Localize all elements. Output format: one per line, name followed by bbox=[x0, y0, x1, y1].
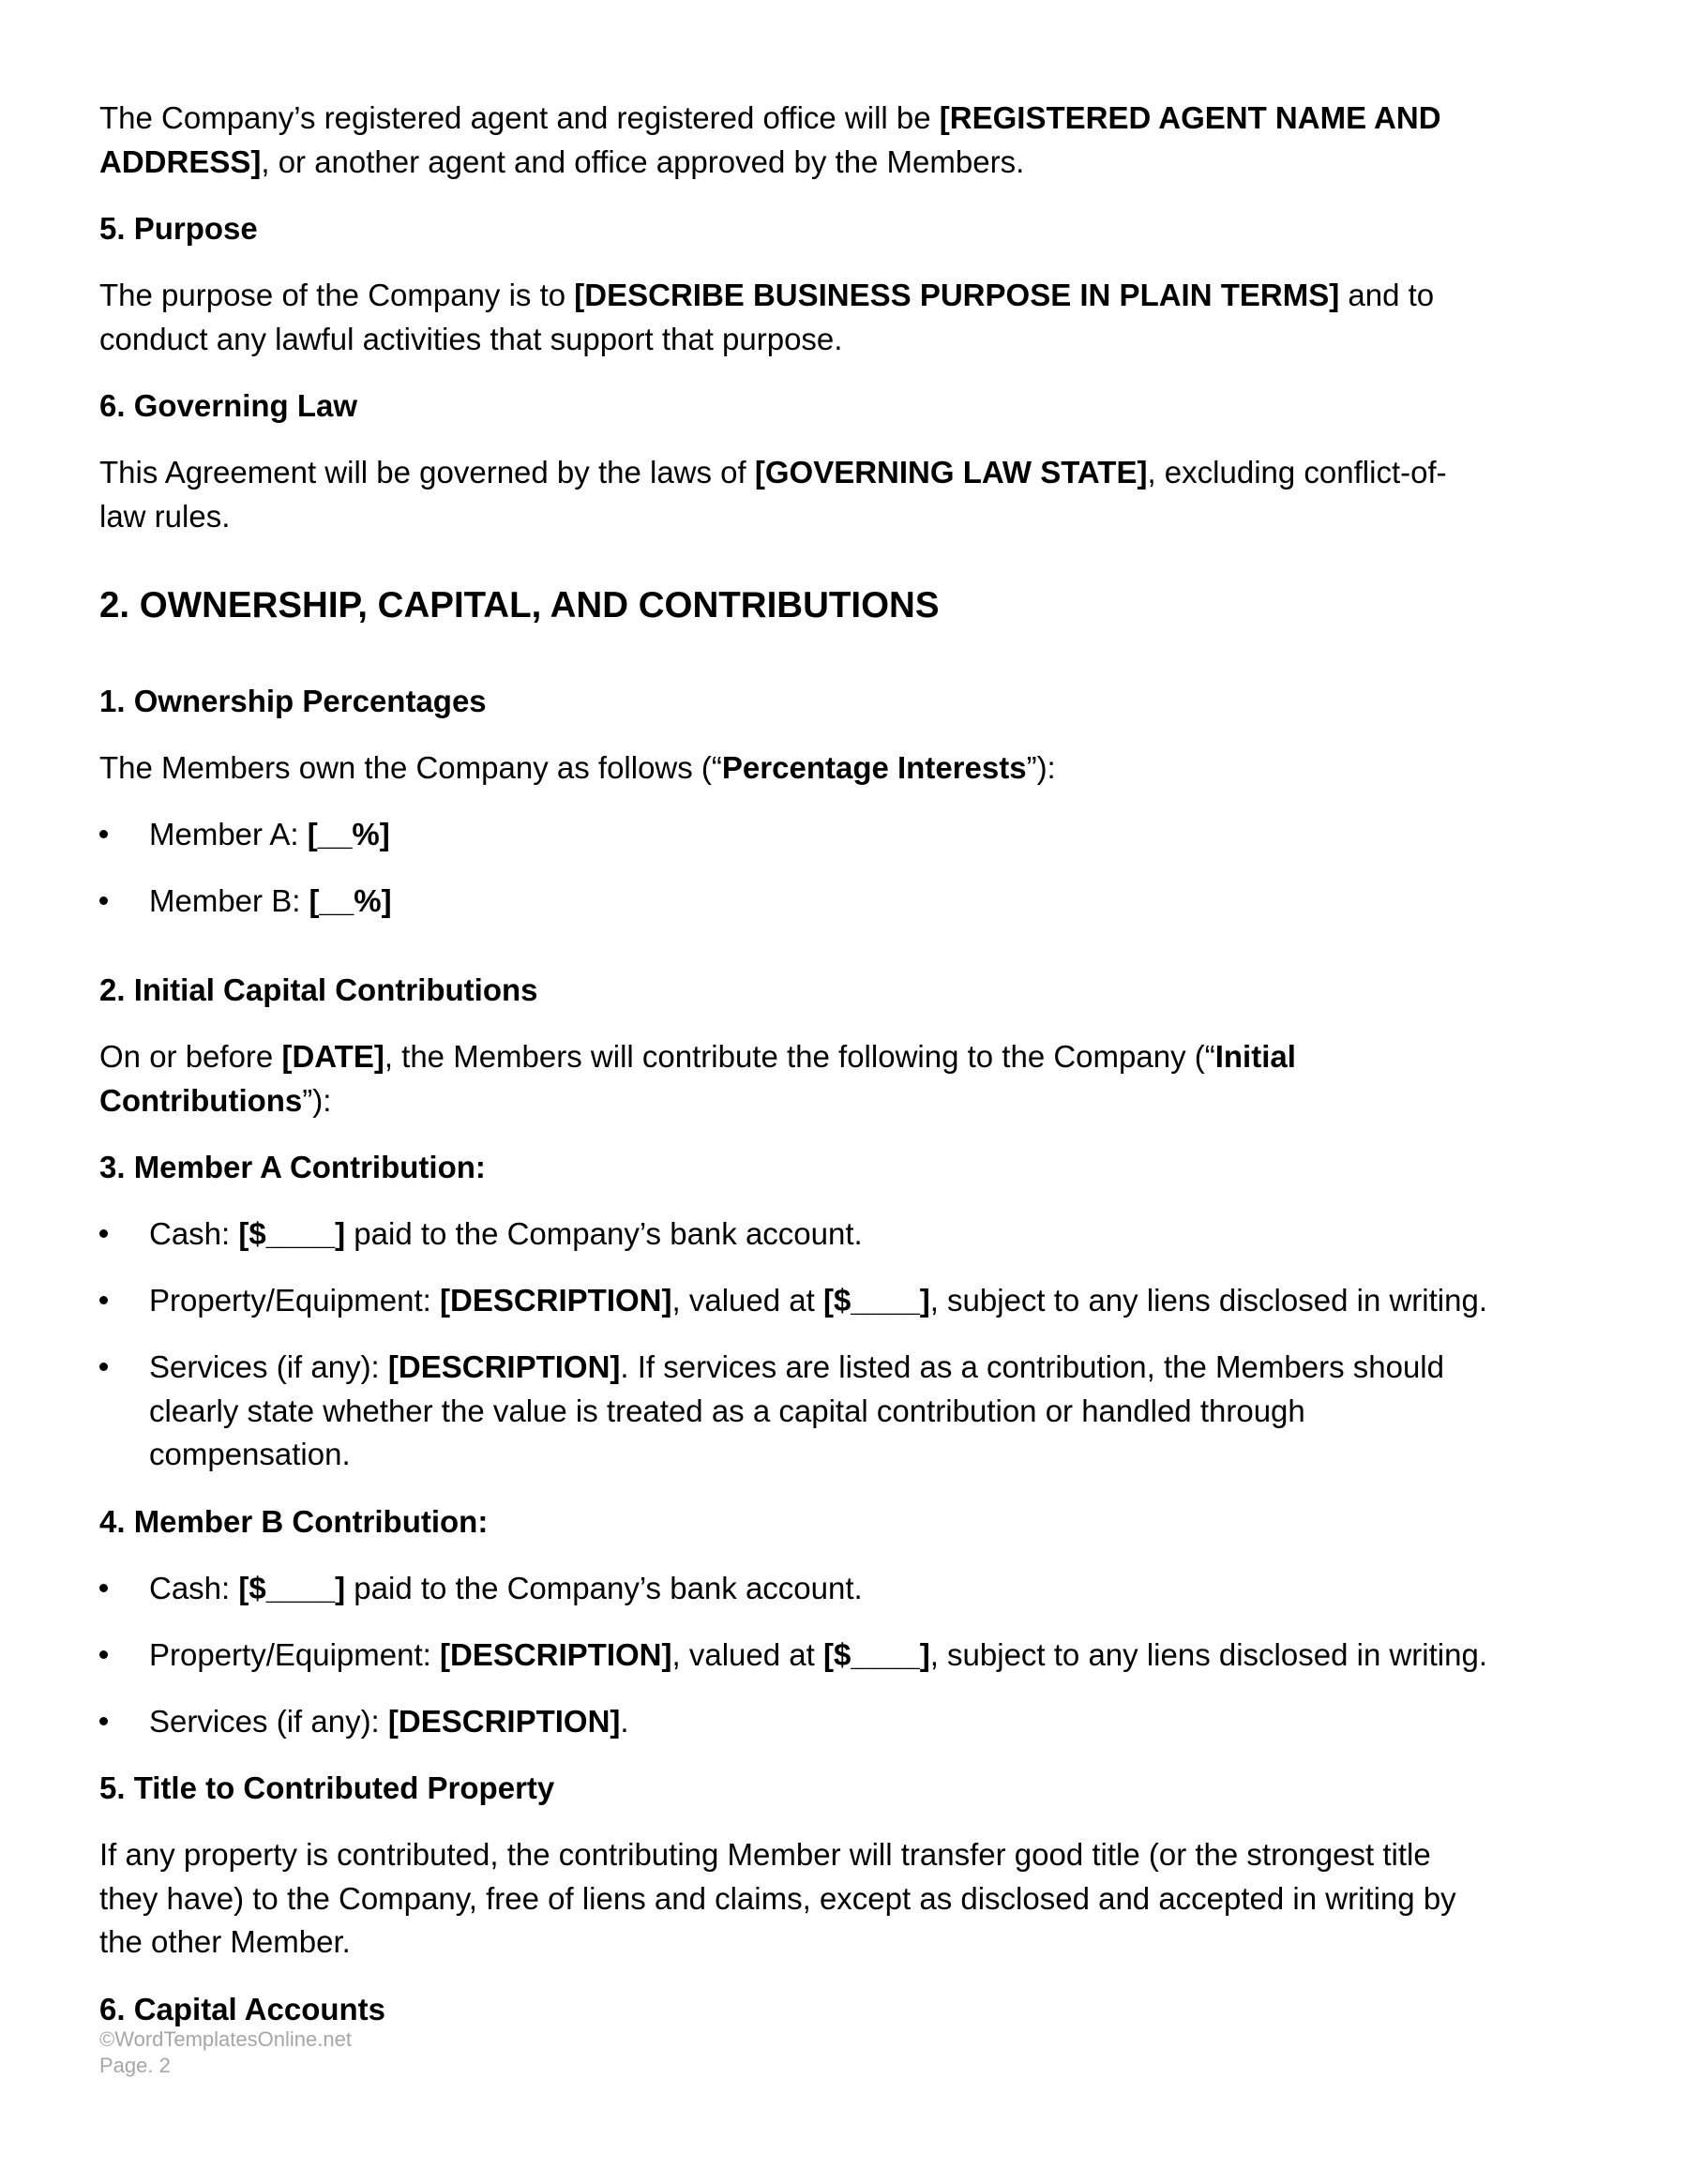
bullet-icon bbox=[99, 1296, 108, 1304]
member-b-contribution-heading: 4. Member B Contribution: bbox=[99, 1504, 489, 1539]
governing-law-line-1: This Agreement will be governed by the laws of [GOVERNING LAW STATE], excluding conflict-of- bbox=[99, 455, 1447, 490]
initial-contributions-paragraph bbox=[99, 1035, 1600, 1122]
bullet-icon bbox=[99, 830, 108, 838]
bullet-icon bbox=[99, 1584, 108, 1592]
capital-accounts-heading: 6. Capital Accounts bbox=[99, 1992, 386, 2026]
ownership-heading: 1. Ownership Percentages bbox=[99, 684, 487, 718]
member-a-contribution-heading: 3. Member A Contribution: bbox=[99, 1150, 486, 1184]
section-2-title: 2. OWNERSHIP, CAPITAL, AND CONTRIBUTIONS bbox=[99, 585, 940, 625]
purpose-paragraph bbox=[99, 274, 1600, 361]
document-page: The Company’s registered agent and registered office will be [REGISTERED AGENT NAME AND ADDRESS], or another agent and office approved by the Members. 5. Purpose The purpose of the Company is to [DESCRIBE BUSINESS PURPOSE IN PLAIN TERMS] and to conduct any lawful activities that support that purpose. 6. Governing Law This Agreement will be governed by the laws of [GOVERNING LAW STATE], excluding conflict-of- law rules. 2. OWNERSHIP, CAPITAL, AND CONTRIBUTIONS 1. Ownership Percentages The Members own the Company as follows (“Percentage Interests”): Member A: [__%] Member B: [__%] 2. Initial Capital Contributions On or before [DATE], the Members will contribute the following to the Company (“Initial Contributions”): 3. Member A Contribution: Cash: [$____] paid to the Company’s bank account. Property/Equipment: [DESCRIPTION], valued at [$____], subject to any liens disclosed in writing. Services (if any): [DESCRIPTION]. If services are listed as a contribution, the Members should clearly state whether the value is treated as a capital contribution or handled through compensation. 4. Member B Contribution: Cash: [$____] paid to the Company’s bank account. Property/Equipment: [DESCRIPTION], valued at [$____], subject to any liens disclosed in writing. Services (if any): [DESCRIPTION]. 5. Title to Contributed Property If any property is contributed, the contributing Member will transfer good title (or the strongest title they have) to the Company, free of liens and claims, except as disclosed and accepted in writing by the other Member. 6. Capital Accounts ©WordTemplatesOnline.net Page. 2 bbox=[0, 0, 1688, 2184]
footer-copyright: ©WordTemplatesOnline.net bbox=[99, 2027, 352, 2051]
bullet-icon bbox=[99, 1717, 108, 1725]
initial-line-2: Contributions”): bbox=[99, 1082, 332, 1118]
title-property-heading: 5. Title to Contributed Property bbox=[99, 1770, 555, 1805]
purpose-heading: 5. Purpose bbox=[99, 211, 258, 246]
bullet-icon bbox=[99, 1363, 108, 1371]
purpose-line-2: conduct any lawful activities that support that purpose. bbox=[99, 321, 843, 356]
purpose-line-1: The purpose of the Company is to [DESCRIBE BUSINESS PURPOSE IN PLAIN TERMS] and to bbox=[99, 278, 1435, 312]
governing-law-line-2: law rules. bbox=[99, 498, 231, 534]
bullet-icon bbox=[99, 1229, 108, 1238]
bullet-icon bbox=[99, 896, 108, 905]
initial-contributions-heading: 2. Initial Capital Contributions bbox=[99, 972, 538, 1007]
governing-law-paragraph bbox=[99, 451, 1600, 538]
registered-agent-line-2: ADDRESS], or another agent and office approved by the Members. bbox=[99, 143, 1025, 179]
registered-agent-paragraph bbox=[99, 97, 1600, 184]
title-property-paragraph: If any property is contributed, the contributing Member will transfer good title (or the strongest title they have) to the Company, free of liens and claims, except as disclosed and accepted in writing by the other Member. bbox=[99, 1837, 1456, 1959]
initial-line-1: On or before [DATE], the Members will contribute the following to the Company (“Initial bbox=[99, 1039, 1296, 1074]
ownership-paragraph: The Members own the Company as follows (“Percentage Interests”): bbox=[99, 750, 1056, 785]
footer-page-number: Page. 2 bbox=[99, 2054, 171, 2077]
bullet-icon bbox=[99, 1650, 108, 1659]
registered-agent-line-1: The Company’s registered agent and registered office will be [REGISTERED AGENT NAME AND bbox=[99, 100, 1441, 135]
governing-law-heading: 6. Governing Law bbox=[99, 388, 358, 423]
